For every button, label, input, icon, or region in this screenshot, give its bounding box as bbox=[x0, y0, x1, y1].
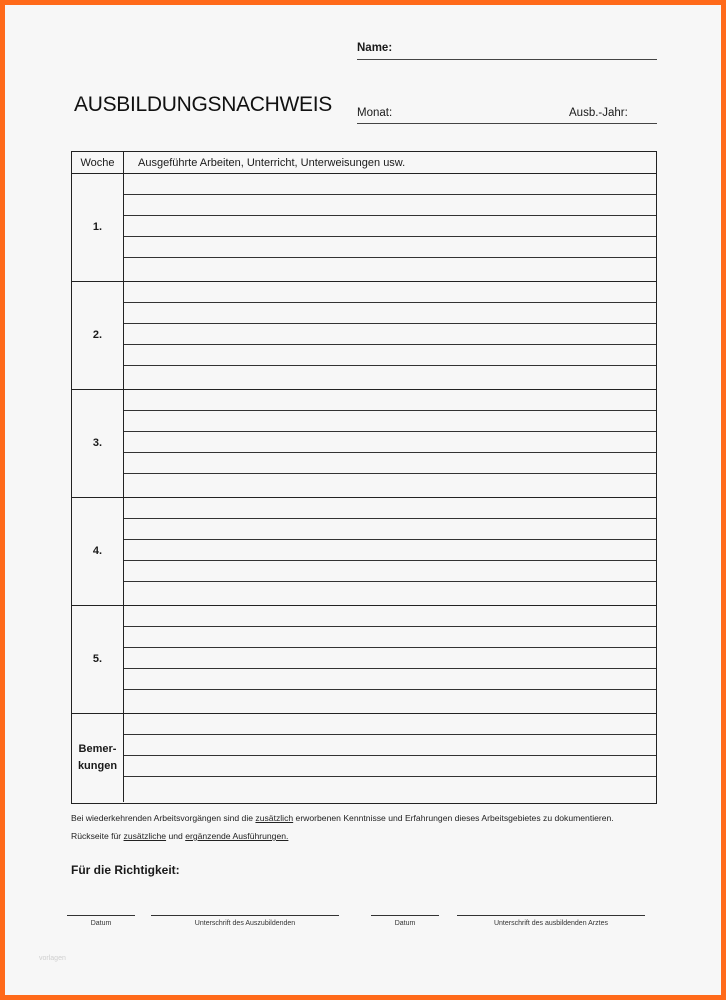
note-emphasis: zusätzliche bbox=[123, 831, 167, 841]
signature-trainee[interactable] bbox=[151, 915, 339, 927]
remarks-lines[interactable] bbox=[124, 714, 656, 802]
header-week: Woche bbox=[72, 152, 124, 174]
week-lines[interactable] bbox=[124, 498, 656, 605]
write-line[interactable] bbox=[124, 539, 656, 540]
signature-caption: Unterschrift des Auszubildenden bbox=[194, 920, 296, 927]
write-line[interactable] bbox=[124, 215, 656, 216]
write-line[interactable] bbox=[124, 323, 656, 324]
week-row-1 bbox=[72, 174, 656, 282]
week-lines[interactable] bbox=[124, 174, 656, 281]
write-line[interactable] bbox=[124, 560, 656, 561]
name-label: Name: bbox=[357, 42, 393, 54]
signature-caption: Unterschrift des ausbildenden Arztes bbox=[493, 920, 608, 927]
ausb-jahr-label: Ausb.-Jahr: bbox=[569, 107, 628, 119]
write-line[interactable] bbox=[124, 452, 656, 453]
week-lines[interactable] bbox=[124, 282, 656, 389]
note-emphasis: zusätzlich bbox=[255, 813, 294, 823]
write-line[interactable] bbox=[124, 776, 656, 777]
signature-caption: Datum bbox=[394, 920, 416, 927]
write-line[interactable] bbox=[124, 626, 656, 627]
instructions-note bbox=[71, 809, 671, 845]
monat-label: Monat: bbox=[357, 107, 393, 119]
note-text: und bbox=[166, 831, 186, 841]
week-label: 3. bbox=[72, 390, 124, 497]
monat-jahr-field[interactable] bbox=[357, 107, 657, 124]
week-label: 2. bbox=[72, 282, 124, 389]
week-lines[interactable] bbox=[124, 390, 656, 497]
week-row-2 bbox=[72, 282, 656, 390]
signature-date-2[interactable] bbox=[371, 915, 439, 927]
remarks-label-line-1: Bemer- bbox=[78, 743, 117, 755]
header-work: Ausgeführte Arbeiten, Unterricht, Unterweisungen usw. bbox=[138, 157, 406, 169]
week-row-4 bbox=[72, 498, 656, 606]
write-line[interactable] bbox=[124, 302, 656, 303]
write-line[interactable] bbox=[124, 344, 656, 345]
week-label: 4. bbox=[72, 498, 124, 605]
write-line[interactable] bbox=[124, 365, 656, 366]
write-line[interactable] bbox=[124, 410, 656, 411]
note-line-2 bbox=[71, 827, 671, 845]
remarks-label-line-2: kungen bbox=[77, 760, 118, 772]
write-line[interactable] bbox=[124, 194, 656, 195]
write-line[interactable] bbox=[124, 647, 656, 648]
page-title: AUSBILDUNGSNACHWEIS bbox=[74, 93, 333, 116]
note-text: Bei wiederkehrenden Arbeitsvorgängen sind die bbox=[71, 813, 256, 823]
report-table bbox=[71, 151, 657, 804]
signature-date-1[interactable] bbox=[67, 915, 135, 927]
week-label: 5. bbox=[72, 606, 124, 713]
signature-doctor[interactable] bbox=[457, 915, 645, 927]
note-emphasis: ergänzende Ausführungen. bbox=[185, 831, 289, 841]
write-line[interactable] bbox=[124, 668, 656, 669]
write-line[interactable] bbox=[124, 473, 656, 474]
write-line[interactable] bbox=[124, 734, 656, 735]
richtigkeit-label: Für die Richtigkeit: bbox=[71, 863, 180, 877]
week-lines[interactable] bbox=[124, 606, 656, 713]
write-line[interactable] bbox=[124, 689, 656, 690]
name-field[interactable] bbox=[357, 42, 657, 60]
signature-caption: Datum bbox=[90, 920, 112, 927]
note-line-1 bbox=[71, 809, 671, 827]
remarks-row bbox=[72, 714, 656, 802]
write-line[interactable] bbox=[124, 581, 656, 582]
write-line[interactable] bbox=[124, 257, 656, 258]
write-line[interactable] bbox=[124, 755, 656, 756]
watermark: vorlagen bbox=[39, 955, 66, 962]
form-sheet bbox=[5, 5, 721, 995]
write-line[interactable] bbox=[124, 236, 656, 237]
note-text: Rückseite für bbox=[71, 831, 124, 841]
write-line[interactable] bbox=[124, 518, 656, 519]
table-header bbox=[72, 152, 656, 174]
note-text: erworbenen Kenntnisse und Erfahrungen dieses Arbeitsgebietes zu dokumentieren. bbox=[293, 813, 614, 823]
week-row-5 bbox=[72, 606, 656, 714]
week-label: 1. bbox=[72, 174, 124, 281]
week-row-3 bbox=[72, 390, 656, 498]
remarks-label bbox=[72, 714, 124, 802]
write-line[interactable] bbox=[124, 431, 656, 432]
